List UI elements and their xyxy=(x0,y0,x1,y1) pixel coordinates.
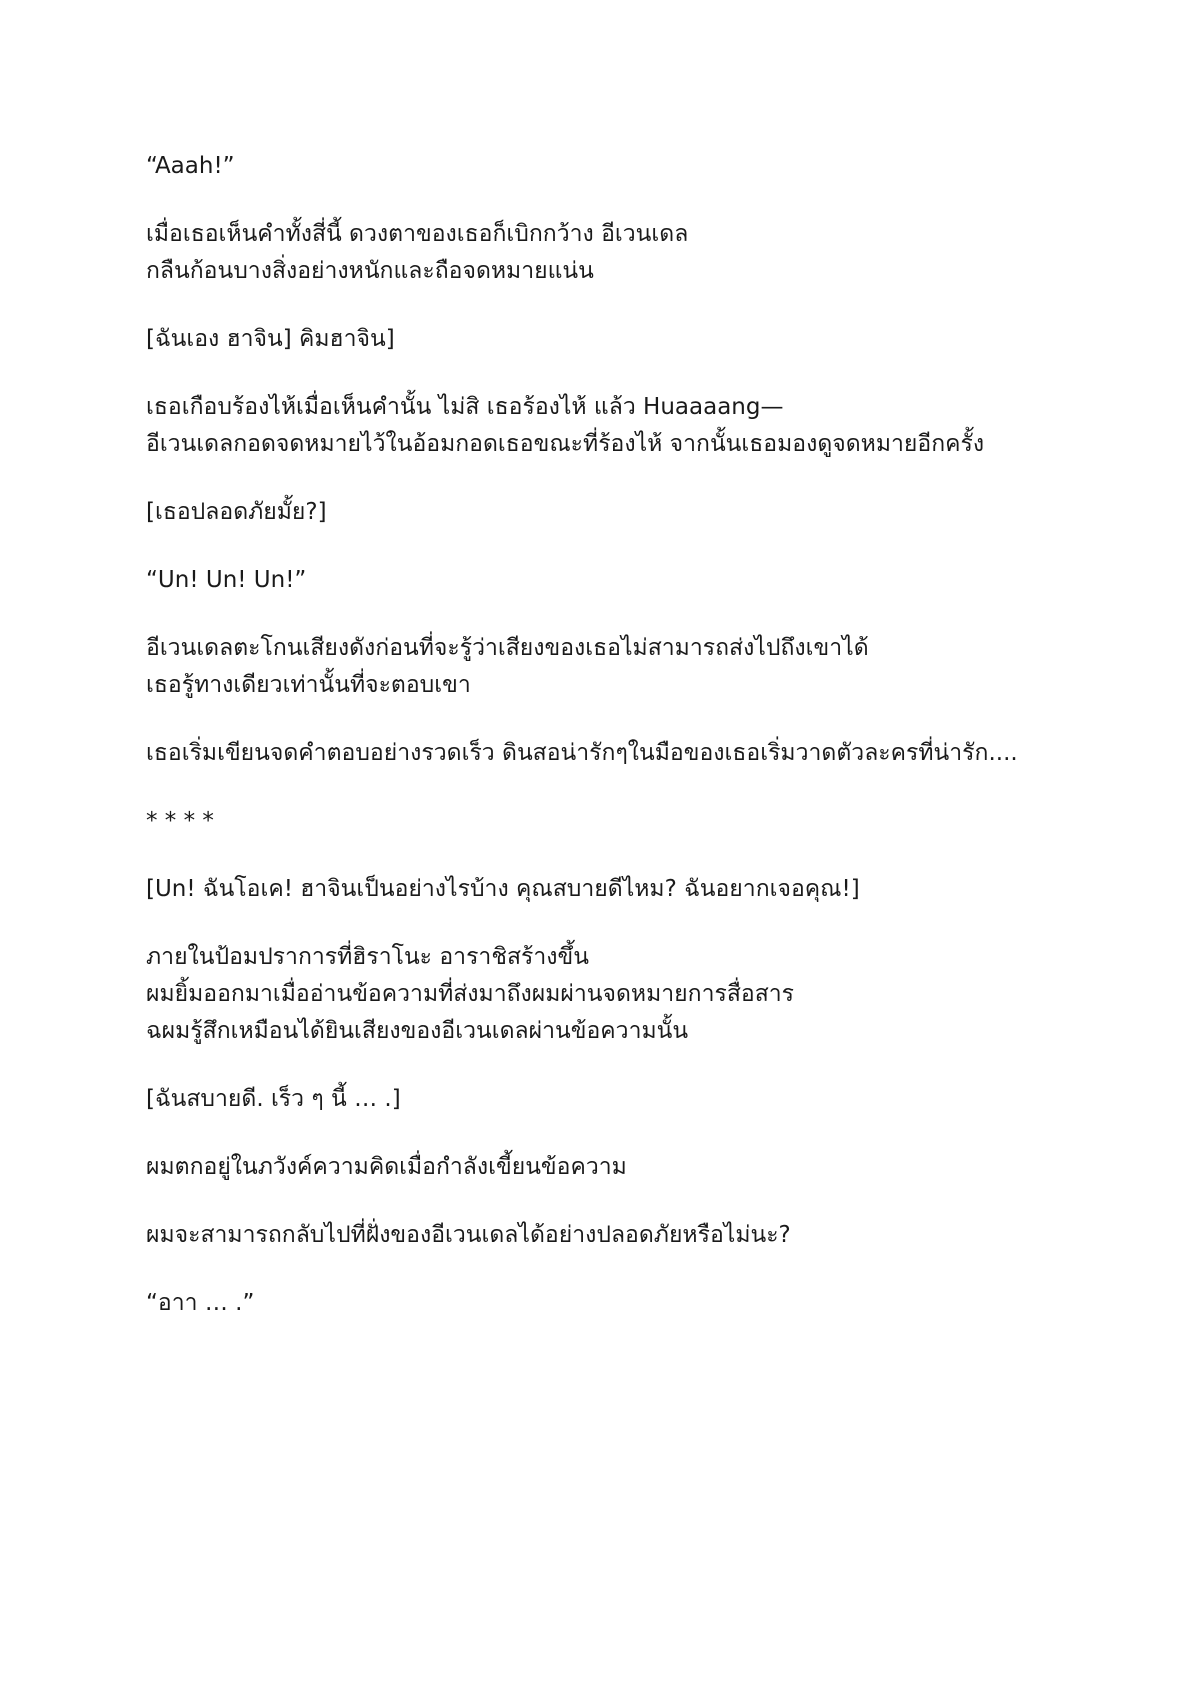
text-line: [เธอปลอดภัยมั้ย?] xyxy=(146,499,327,525)
scene-break-text: * * * * xyxy=(146,808,214,834)
document-body xyxy=(146,148,1076,1353)
paragraph xyxy=(146,735,1076,772)
paragraph xyxy=(146,1149,1076,1186)
text-line: กลืนก้อนบางสิ่งอย่างหนักและถือจดหมายแน่น xyxy=(146,258,594,284)
text-line: เธอเริ่มเขียนจดคำตอบอย่างรวดเร็ว ดินสอน่ารักๆในมือของเธอเริ่มวาดตัวละครที่น่ารัก.... xyxy=(146,740,1018,766)
paragraph xyxy=(146,939,1076,1050)
paragraph xyxy=(146,630,1076,704)
text-line: เธอรู้ทางเดียวเท่านั้นที่จะตอบเขา xyxy=(146,672,471,698)
paragraph xyxy=(146,1217,1076,1254)
paragraph xyxy=(146,1081,1076,1118)
paragraph xyxy=(146,389,1076,463)
text-line: เธอเกือบร้องไห้เมื่อเห็นคำนั้น ไม่สิ เธอร้องไห้ แล้ว Huaaaang— xyxy=(146,394,784,420)
paragraph xyxy=(146,321,1076,358)
text-line: อีเวนเดลกอดจดหมายไว้ในอ้อมกอดเธอขณะที่ร้องไห้ จากนั้นเธอมองดูจดหมายอีกครั้ง xyxy=(146,431,985,457)
text-line: [ฉันสบายดี. เร็ว ๆ นี้ … .] xyxy=(146,1086,401,1112)
text-line: “Un! Un! Un!” xyxy=(146,567,307,593)
paragraph xyxy=(146,1285,1076,1322)
text-line: [Un! ฉันโอเค! ฮาจินเป็นอย่างไรบ้าง คุณสบายดีไหม? ฉันอยากเจอคุณ!] xyxy=(146,876,860,902)
text-line: [ฉันเอง ฮาจิน] คิมฮาจิน] xyxy=(146,326,395,352)
text-line: ภายในป้อมปราการที่ฮิราโนะ อาราชิสร้างขึ้น xyxy=(146,944,589,970)
paragraph xyxy=(146,216,1076,290)
text-line: “อาา … .” xyxy=(146,1290,255,1316)
paragraph xyxy=(146,148,1076,185)
text-line: ผมจะสามารถกลับไปที่ฝั่งของอีเวนเดลได้อย่างปลอดภัยหรือไม่นะ? xyxy=(146,1222,791,1248)
scene-break xyxy=(146,803,1076,840)
paragraph xyxy=(146,871,1076,908)
text-line: เมื่อเธอเห็นคำทั้งสี่นี้ ดวงตาของเธอก็เบิกกว้าง อีเวนเดล xyxy=(146,221,689,247)
paragraph xyxy=(146,494,1076,531)
text-line: “Aaah!” xyxy=(146,153,235,179)
text-line: ผมตกอยู่ในภวังค์ความคิดเมื่อกำลังเขี้ยนข้อความ xyxy=(146,1154,627,1180)
text-line: ฉผมรู้สึกเหมือนได้ยินเสียงของอีเวนเดลผ่านข้อความนั้น xyxy=(146,1018,689,1044)
paragraph xyxy=(146,562,1076,599)
text-line: ผมยิ้มออกมาเมื่ออ่านข้อความที่ส่งมาถึงผมผ่านจดหมายการสื่อสาร xyxy=(146,981,794,1007)
text-line: อีเวนเดลตะโกนเสียงดังก่อนที่จะรู้ว่าเสียงของเธอไม่สามารถส่งไปถึงเขาได้ xyxy=(146,635,869,661)
